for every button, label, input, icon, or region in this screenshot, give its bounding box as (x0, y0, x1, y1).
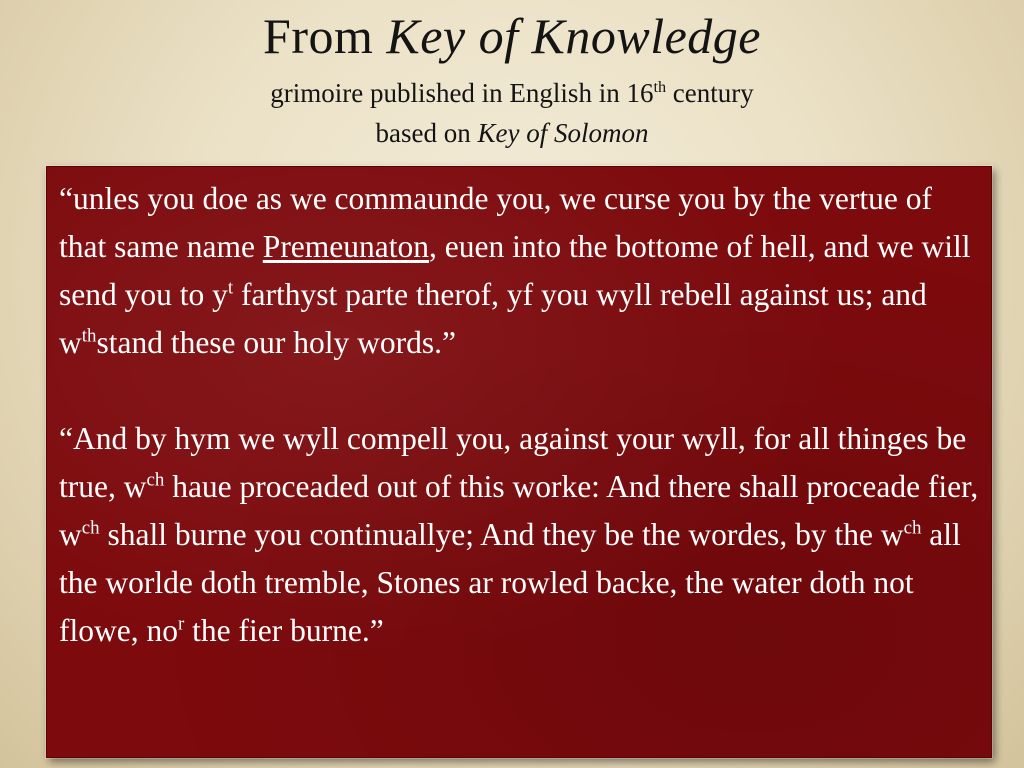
subtitle2-text: based on (375, 118, 478, 148)
title-book-name: Key of Knowledge (386, 8, 761, 64)
quote2-text-b: haue proceaded out of this worke: And there shall proceade fier, w (59, 469, 979, 552)
quote-paragraph-1 (59, 175, 979, 367)
quote1-sup-b: th (81, 325, 97, 347)
quote1-text-b: , euen into the bottome of hell, and we will send you to y (59, 229, 971, 312)
quote2-text-e: the fier burne.” (184, 613, 384, 648)
quote2-sup-d: r (177, 613, 185, 635)
slide-subtitle-line1 (0, 76, 1024, 110)
subtitle-text-end: century (666, 78, 754, 108)
quote2-text-a: “And by hym we wyll compell you, against your wyll, for all thinges be true, w (59, 421, 967, 504)
quote1-text-a: “unles you doe as we commaunde you, we curse you by the vertue of that same name (59, 181, 932, 264)
subtitle2-book-name: Key of Solomon (477, 118, 649, 148)
quote2-text-d: all the worlde doth tremble, Stones ar rowled backe, the water doth not flowe, no (59, 517, 961, 648)
title-prefix: From (263, 8, 374, 64)
subtitle-text: grimoire published in English in 16 (270, 78, 654, 108)
quote1-text-c: farthyst parte therof, yf you wyll rebell against us; and w (59, 277, 927, 360)
quote2-sup-a: ch (146, 469, 165, 491)
quote-paragraph-2 (59, 415, 979, 655)
quote1-underlined-name: Premeunaton (262, 229, 430, 264)
slide-title (0, 6, 1024, 66)
subtitle-superscript: th (653, 78, 667, 96)
quote2-sup-b: ch (81, 517, 100, 539)
quote2-text-c: shall burne you continuallye; And they be the wordes, by the w (99, 517, 904, 552)
slide-subtitle-line2 (0, 116, 1024, 150)
quote1-sup-a: t (227, 277, 234, 299)
paragraph-gap (59, 367, 979, 415)
quote2-sup-c: ch (903, 517, 922, 539)
slide-header (0, 0, 1024, 160)
quote-panel (46, 166, 992, 758)
quote1-text-d: stand these our holy words.” (96, 325, 457, 360)
